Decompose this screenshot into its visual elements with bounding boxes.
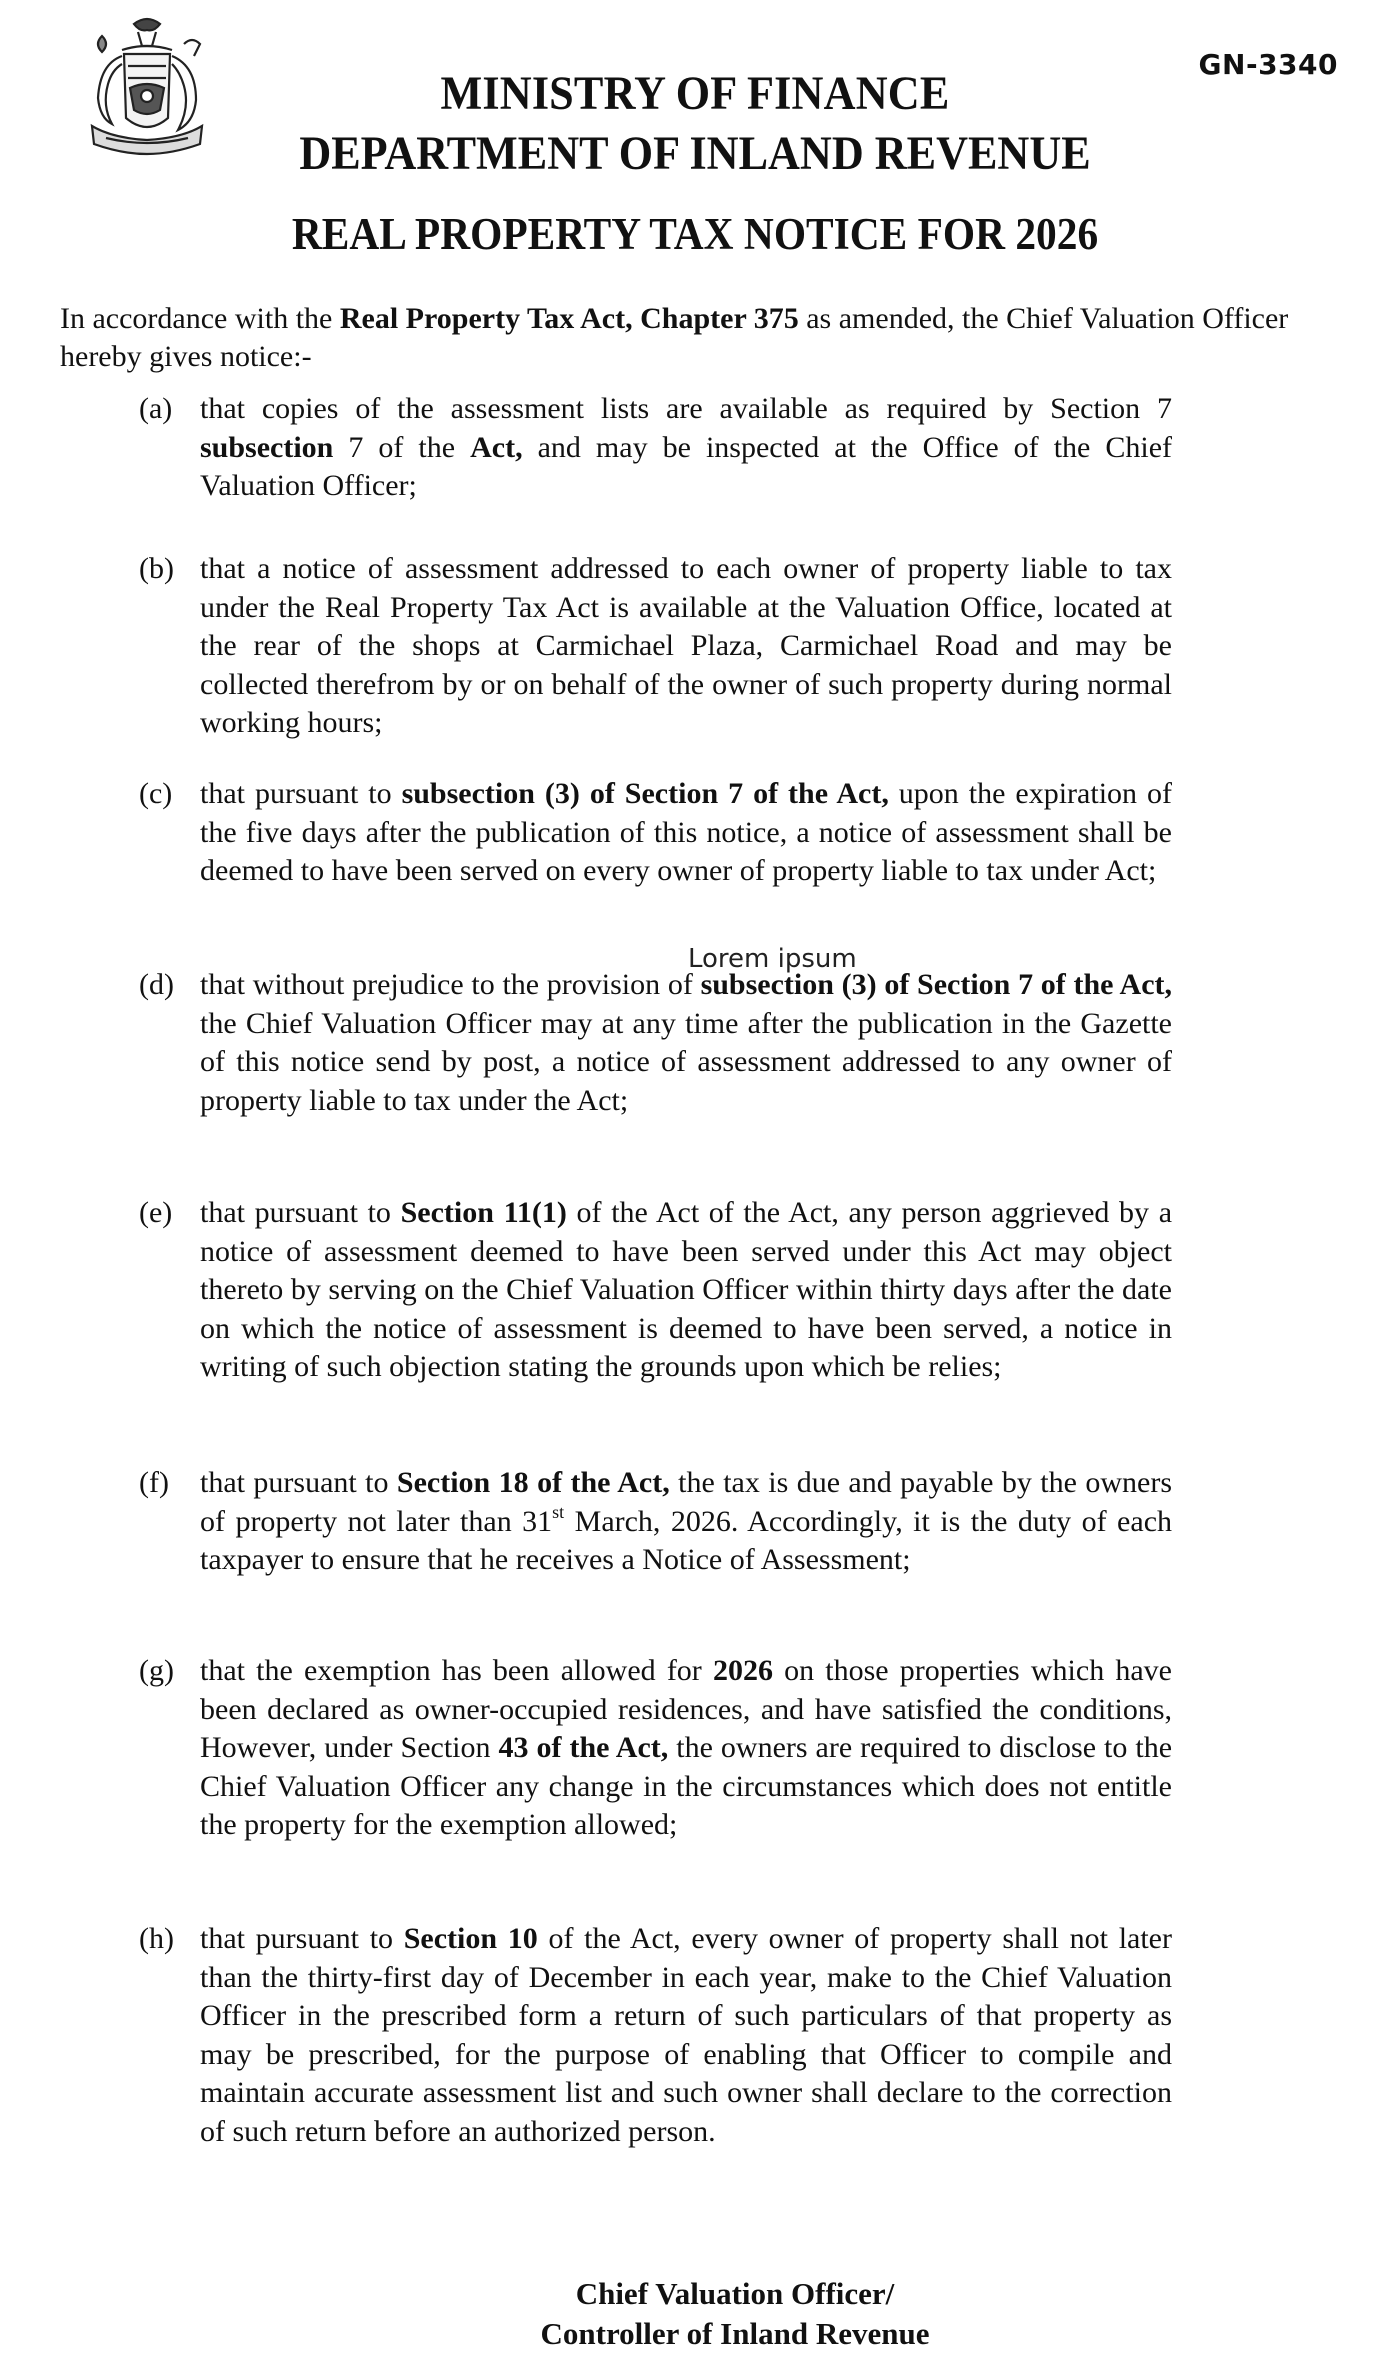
clause-bold: 43 of the Act, [498,1731,669,1764]
clause-text: upon the expiration of the five days after the publication of this notice, a notice of assessment shall be deemed to have been served on every owner of property liable to tax under Act; [200,777,1172,887]
clause-a [139,390,1173,506]
clause-bold: subsection (3) of Section 7 of the Act, [401,777,889,810]
clause-bold: Section 11(1) [400,1196,567,1229]
notice-title: REAL PROPERTY TAX NOTICE FOR 2026 [291,209,1099,259]
clause-text: that a notice of assessment addressed to each owner of property liable to tax under the Real Property Tax Act is available at the Valuation Office, located at the rear of the shops at Carmichael Plaza, Carmichael Road and may be collected therefrom by or on behalf of the owner of such property during normal working hours; [200,552,1172,739]
clause-label: (c) [139,777,173,810]
date-ordinal-suffix: st [552,1501,565,1522]
intro-paragraph [60,300,1350,376]
intro-text-post: as amended, the Chief Valuation Officer hereby gives notice:- [60,302,1289,373]
signature-office: Controller of Inland Revenue [540,2316,930,2351]
clause-label: (e) [139,1196,173,1229]
clause-text: that pursuant to [200,777,402,810]
clause-text: and may be inspected at the Office of the Chief Valuation Officer; [200,430,1173,502]
ministry-heading: MINISTRY OF FINANCE [440,67,950,120]
department-heading: DEPARTMENT OF INLAND REVENUE [299,127,1091,180]
clause-c [139,775,1172,891]
clause-text: March, 2026. Accordingly, it is the duty of each taxpayer to ensure that he receives a Notice of Assessment; [200,1504,1173,1576]
clause-h [139,1920,1172,2151]
clause-f [139,1464,1173,1580]
clause-label: (d) [139,968,174,1001]
intro-act-name: Real Property Tax Act, Chapter 375 [339,302,799,335]
clause-bold: 2026 [712,1654,773,1687]
clause-label: (b) [139,552,174,585]
clause-text: that without prejudice to the provision of [200,968,701,1001]
clause-text: the Chief Valuation Officer may at any time after the publication in the Gazette of this notice send by post, a notice of assessment addressed to any owner of property liable to tax under the Act; [200,1006,1172,1117]
clause-text: of the Act of the Act, any person aggrieved by a notice of assessment deemed to have been served under this Act may object thereto by serving on the Chief Valuation Officer within thirty days after the date on which the notice of assessment is deemed to have been served, a notice in writing of such objection stating the grounds upon which be relies; [200,1196,1173,1383]
notice-number: GN-3340 [1198,48,1338,81]
clause-e [139,1194,1173,1387]
clause-label: (a) [139,392,173,425]
clause-text: that pursuant to [200,1196,401,1229]
clause-d [139,966,1172,1120]
clause-bold: subsection (3) of Section 7 of the Act, [700,968,1172,1001]
clause-text: 7 of the [333,430,471,464]
clause-text: that copies of the assessment lists are available as required by Section 7 [200,392,1172,425]
clause-bold: Section 10 [403,1922,538,1955]
watermark-text: Lorem ipsum [688,944,857,974]
clause-text: the tax is due and payable by the owners of property not later than 31 [200,1466,1172,1538]
clause-bold: Act, [470,430,523,464]
clause-bold: subsection [200,430,334,464]
clause-text: that pursuant to [200,1466,397,1499]
clause-label: (f) [139,1466,169,1499]
clause-text: of the Act, every owner of property shall not later than the thirty-first day of December in each year, make to the Chief Valuation Officer in the prescribed form a return of such particulars of that property as may be prescribed, for the purpose of enabling that Officer to compile and maintain accurate assessment list and such owner shall declare to the correction of such return before an authorized person. [200,1922,1172,2148]
clause-g [139,1652,1173,1845]
clause-label: (g) [139,1654,174,1687]
clause-text: the owners are required to disclose to the Chief Valuation Officer any change in the circumstances which does not entitle the property for the exemption allowed; [200,1731,1173,1841]
clause-b [139,550,1172,743]
clause-text: that the exemption has been allowed for [200,1654,713,1687]
clause-label: (h) [139,1922,174,1955]
clause-bold: Section 18 of the Act, [396,1466,670,1499]
intro-text-pre: In accordance with the [60,302,340,335]
clause-text: on those properties which have been declared as owner-occupied residences, and have satisfied the conditions, However, under Section [200,1654,1172,1764]
signature-title: Chief Valuation Officer/ [575,2276,895,2311]
clause-text: that pursuant to [200,1922,404,1955]
